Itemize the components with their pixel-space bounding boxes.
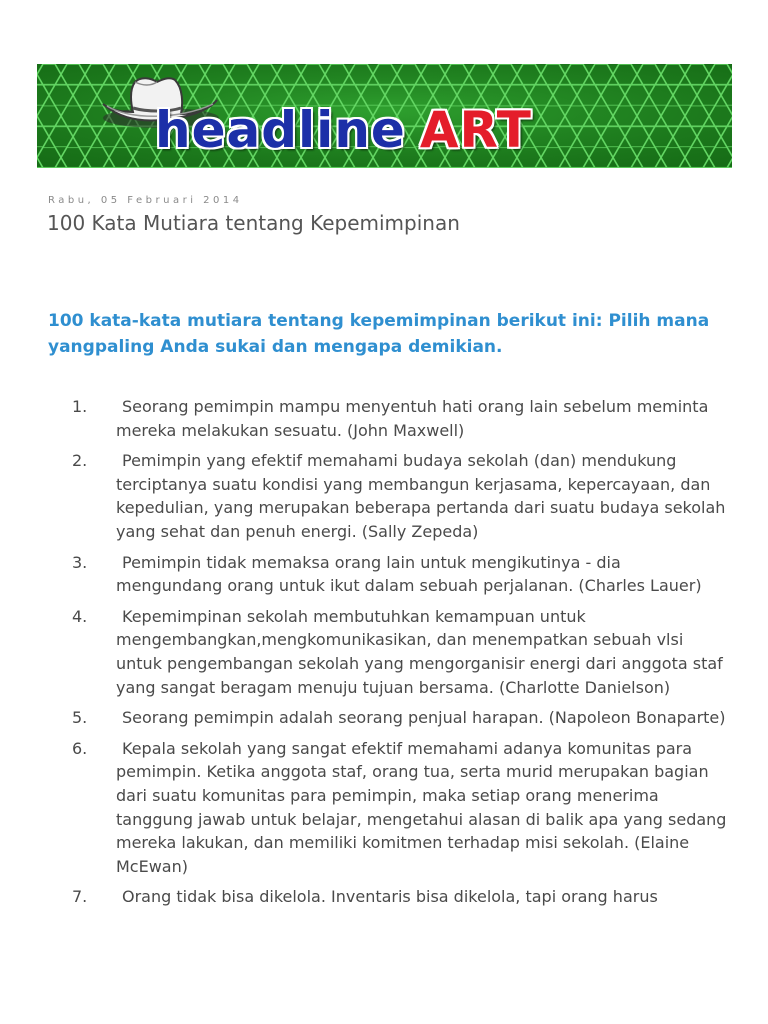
list-item — [0, 605, 768, 699]
list-number: 5. — [72, 708, 88, 728]
logo-art: ART — [419, 101, 532, 159]
list-item — [0, 395, 768, 442]
post-date: Rabu, 05 Februari 2014 — [48, 195, 243, 206]
quote-text: Seorang pemimpin adalah seorang penjual harapan. (Napoleon Bonaparte) — [122, 708, 726, 728]
list-number: 1. — [72, 397, 88, 416]
list-number: 6. — [72, 738, 88, 758]
site-logo[interactable] — [155, 100, 532, 160]
list-number: 2. — [72, 451, 88, 471]
list-item — [0, 551, 768, 598]
quote-text: Pemimpin yang efektif memahami budaya sekolah (dan) mendukung terciptanya suatu kondisi yang membangun kerjasama, kepercayaan, dan kepedulian, yang merupakan beberapa pertanda dari suatu budaya sekolah yang sehat dan penuh energi. (Sally Zepeda) — [116, 451, 726, 541]
quote-text: Orang tidak bisa dikelola. Inventaris bisa dikelola, tapi orang harus — [122, 887, 658, 907]
list-number: 3. — [72, 552, 88, 572]
quote-list — [0, 395, 768, 916]
quote-text: Seorang pemimpin mampu menyentuh hati orang lain sebelum meminta mereka melakukan sesuatu. (John Maxwell) — [116, 397, 709, 440]
list-item — [0, 706, 768, 730]
quote-text: Pemimpin tidak memaksa orang lain untuk mengikutinya - dia mengundang orang untuk ikut dalam sebuah perjalanan. (Charles Lauer) — [116, 552, 702, 596]
quote-text: Kepala sekolah yang sangat efektif memahami adanya komunitas para pemimpin. Ketika anggota staf, orang tua, serta murid merupakan bagian dari suatu komunitas para pemimpin, maka setiap orang menerima tanggung jawab untuk belajar, mengetahui alasan di balik apa yang sedang mereka lakukan, dan memiliki komitmen terhadap misi sekolah. (Elaine McEwan) — [116, 738, 727, 876]
list-item — [0, 449, 768, 543]
post-intro: 100 kata-kata mutiara tentang kepemimpinan berikut ini: Pilih mana yangpaling Anda sukai dan mengapa demikian. — [48, 311, 710, 357]
list-item — [0, 885, 768, 909]
header-banner[interactable] — [37, 64, 732, 168]
list-item — [0, 737, 768, 879]
post-title: 100 Kata Mutiara tentang Kepemimpinan — [47, 211, 460, 235]
list-number: 4. — [72, 606, 88, 626]
quote-text: Kepemimpinan sekolah membutuhkan kemampuan untuk mengembangkan,mengkomunikasikan, dan menempatkan sebuah vlsi untuk pengembangan sekolah yang mengorganisir energi dari anggota staf yang sangat beragam menuju tujuan bersama. (Charlotte Danielson) — [116, 606, 723, 697]
list-number: 7. — [72, 887, 88, 907]
logo-word: headline — [155, 101, 406, 159]
